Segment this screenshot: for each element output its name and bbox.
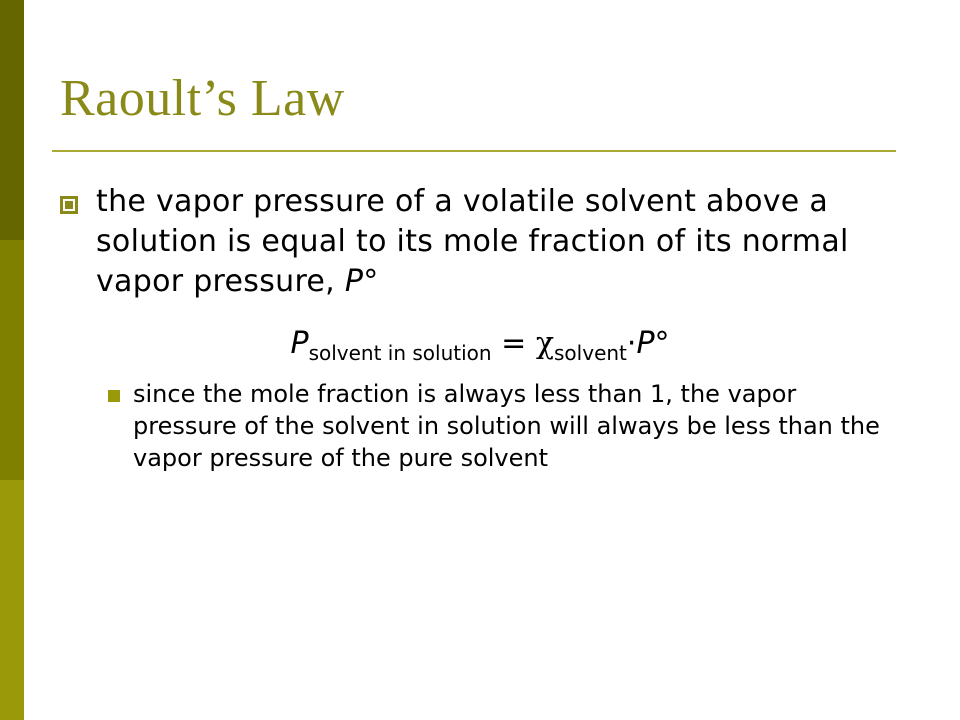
raoult-equation xyxy=(0,324,960,373)
bullet-symbol: P° xyxy=(344,264,379,299)
sidebar-segment-top xyxy=(0,0,24,240)
slide-title: Raoult’s Law xyxy=(60,70,345,127)
sub-bullet-text: since the mole fraction is always less than 1, the vapor pressure of the solvent in solution will always be less than the vapor pressure of the pure solvent xyxy=(133,380,880,472)
hollow-square-bullet-icon xyxy=(60,196,78,214)
eq-rhs-symbol: P° xyxy=(636,326,670,361)
sidebar-segment-bottom xyxy=(0,480,24,720)
eq-chi-subscript: solvent xyxy=(554,341,627,365)
bullet-text xyxy=(96,182,896,302)
eq-dot: · xyxy=(626,326,637,361)
eq-operator: = xyxy=(501,326,527,361)
eq-chi: χ xyxy=(535,326,555,361)
eq-lhs-subscript: solvent in solution xyxy=(308,341,492,365)
eq-lhs-symbol: P xyxy=(290,326,309,361)
title-divider xyxy=(52,150,896,152)
filled-square-bullet-icon xyxy=(108,390,120,402)
bullet-body: the vapor pressure of a volatile solvent above a solution is equal to its mole fraction of its normal vapor pressure, xyxy=(96,184,849,299)
